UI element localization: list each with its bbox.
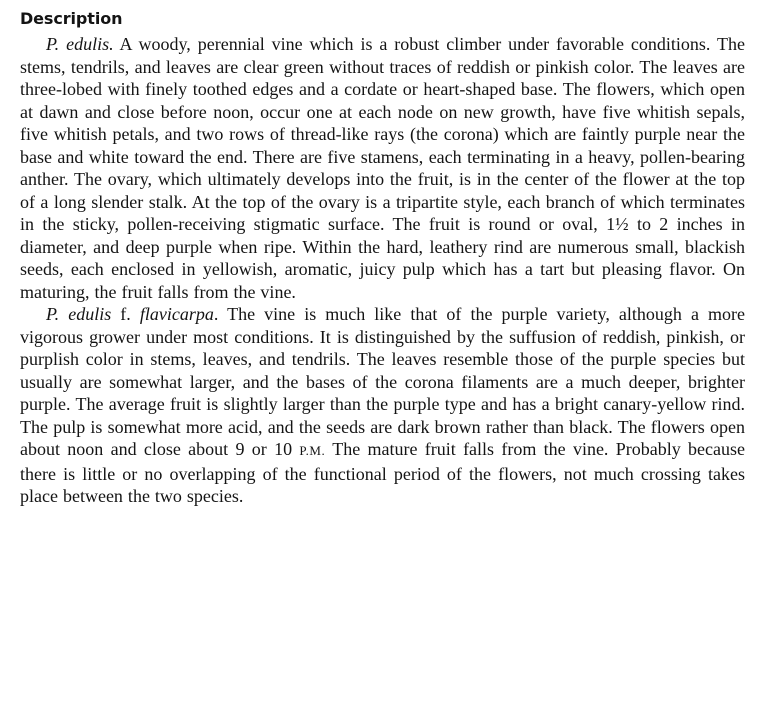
paragraph-p-edulis: [20, 33, 745, 303]
paragraph-p-edulis-flavicarpa: [20, 303, 745, 508]
document-page: [20, 8, 745, 508]
species-name: P. edulis: [46, 304, 112, 324]
time-abbrev: P.M.: [299, 443, 326, 458]
form-abbrev: f.: [111, 304, 140, 324]
species-name: P. edulis.: [46, 34, 114, 54]
paragraph-text: . The vine is much like that of the purple variety, although a more vigorous grower under most conditions. It is distinguished by the suffusion of reddish, pinkish, or purplish color in stems, leaves, and tendrils. The leaves resemble those of the purple species but usually are somewhat larger, and the bases of the corona filaments are a much deeper, brighter purple. The average fruit is slightly larger than the purple type and has a bright canary-yellow rind. The pulp is somewhat more acid, and the seeds are dark brown rather than black. The flowers open about noon and close about 9 or 10: [20, 304, 746, 459]
form-name: flavicarpa: [139, 304, 214, 324]
paragraph-text-end: The mature fruit falls from the vine. Probably because there is little or no overlapping of the functional period of the flowers, not much crossing takes place between the two species.: [20, 439, 745, 506]
paragraph-text: A woody, perennial vine which is a robust climber under favorable conditions. The stems, tendrils, and leaves are clear green without traces of reddish or pinkish color. The leaves are three-lobed with finely toothed edges and a cordate or heart-shaped base. The flowers, which open at dawn and close before noon, occur one at each node on new growth, have five whitish sepals, five whitish petals, and two rows of thread-like rays (the corona) which are faintly purple near the base and white toward the end. There are five stamens, each terminating in a heavy, pollen-bearing anther. The ovary, which ultimately develops into the fruit, is in the center of the flower at the top of a long slender stalk. At the top of the ovary is a tripartite style, each branch of which terminates in the sticky, pollen-receiving stigmatic surface. The fruit is round or oval, 1½ to 2 inches in diameter, and deep purple when ripe. Within the hard, leathery rind are numerous small, blackish seeds, each enclosed in yellowish, aromatic, juicy pulp which has a tart but pleasing flavor. On maturing, the fruit falls from the vine.: [20, 34, 746, 302]
section-heading: Description: [20, 9, 123, 28]
